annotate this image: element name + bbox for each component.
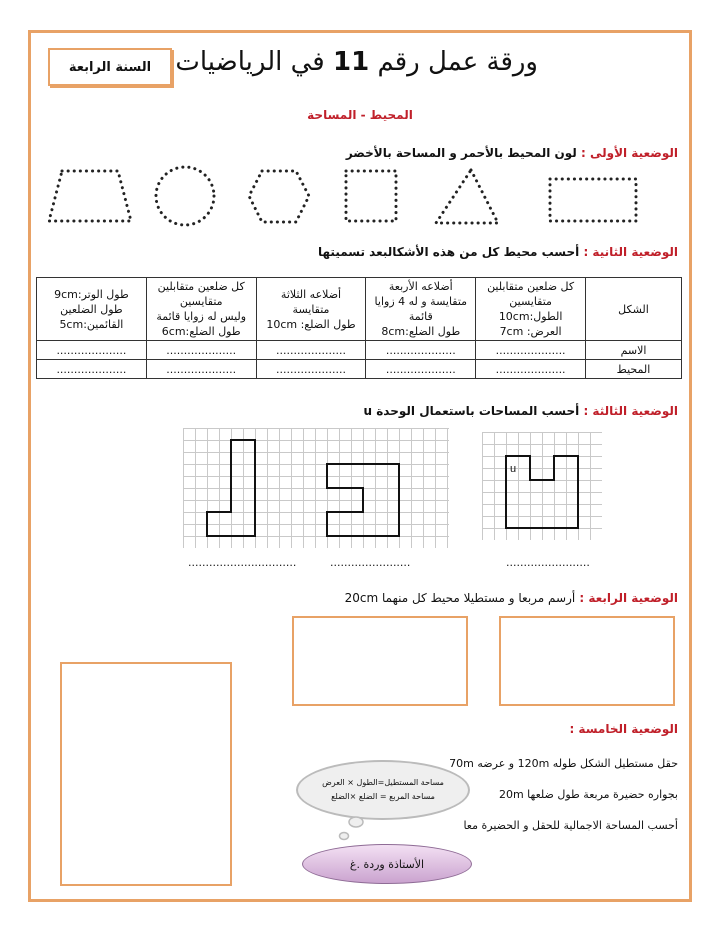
situation1-heading bbox=[346, 146, 678, 160]
figure-c-shape bbox=[327, 464, 399, 536]
situation5-line2: بجواره حضيرة مربعة طول ضلعها 20m bbox=[498, 788, 678, 801]
situation5-line1: حقل مستطيل الشكل طوله 120m و عرضه 70m bbox=[449, 757, 678, 770]
triangle-shape bbox=[436, 170, 498, 223]
perimeter-table bbox=[36, 277, 682, 379]
situation3-text: أحسب المساحات باستعمال الوحدة u bbox=[363, 404, 580, 418]
trapezoid-shape bbox=[49, 171, 131, 221]
worksheet-subtitle: المحيط - المساحة bbox=[307, 108, 413, 122]
situation4-label: الوضعية الرابعة : bbox=[579, 591, 678, 605]
blank-cell[interactable]: .................... bbox=[146, 360, 256, 379]
square-shape bbox=[346, 171, 396, 221]
table-row bbox=[37, 341, 682, 360]
situation4-text: أرسم مربعا و مستطيلا محيط كل منهما 20cm bbox=[344, 591, 576, 605]
blank-cell[interactable]: .................... bbox=[256, 341, 366, 360]
situation4-heading bbox=[345, 591, 678, 605]
cloud-tail bbox=[330, 812, 370, 848]
hexagon-shape bbox=[249, 171, 309, 222]
situation1-text: لون المحيط بالأحمر و المساحة بالأخضر bbox=[345, 146, 577, 160]
blank-cell[interactable]: .................... bbox=[256, 360, 366, 379]
unit-label: u bbox=[510, 463, 517, 475]
formula-rectangle: مساحة المستطيل=الطول × العرض bbox=[322, 778, 444, 787]
blank-cell[interactable]: .................... bbox=[366, 360, 476, 379]
area-answer-blank[interactable]: ........................ bbox=[506, 556, 590, 569]
situation3-label: الوضعية الثالثة : bbox=[583, 404, 678, 418]
situation5-heading bbox=[569, 722, 678, 736]
blank-cell[interactable]: .................... bbox=[476, 341, 586, 360]
drawing-box-field[interactable] bbox=[60, 662, 232, 886]
area-figures-1 bbox=[183, 428, 449, 548]
area-figures-2 bbox=[482, 432, 602, 540]
figure-l-shape bbox=[207, 440, 255, 536]
formula-square: مساحة المربع = الضلع ×الضلع bbox=[331, 792, 435, 801]
situation2-label: الوضعية الثانية : bbox=[583, 245, 678, 259]
area-answer-blank[interactable]: ............................... bbox=[188, 556, 297, 569]
blank-cell[interactable]: .................... bbox=[37, 360, 147, 379]
blank-cell[interactable]: .................... bbox=[366, 341, 476, 360]
title-number: 11 bbox=[333, 47, 370, 77]
blank-cell[interactable]: .................... bbox=[146, 341, 256, 360]
row-header-shape: الشكل bbox=[586, 278, 682, 341]
table-row bbox=[37, 360, 682, 379]
table-cell: كل ضلعين متقابلين متقايسين وليس له زوايا قائمة طول الضلع:6cm bbox=[146, 278, 256, 341]
table-cell: طول الوتر:9cm طول الضلعين القائمين:5cm bbox=[37, 278, 147, 341]
row-header-perimeter: المحيط bbox=[586, 360, 682, 379]
row-header-name: الاسم bbox=[586, 341, 682, 360]
drawing-box-square[interactable] bbox=[292, 616, 468, 706]
formula-cloud bbox=[298, 762, 468, 818]
worksheet-title bbox=[175, 42, 538, 82]
situation2-text: أحسب محيط كل من هذه الأشكالبعد تسميتها bbox=[318, 245, 580, 259]
shapes-row bbox=[45, 165, 655, 230]
blank-cell[interactable]: .................... bbox=[476, 360, 586, 379]
situation2-heading bbox=[318, 245, 678, 259]
circle-shape bbox=[156, 167, 214, 225]
table-cell: أضلاعه الثلاثة متقايسة طول الضلع: 10cm bbox=[256, 278, 366, 341]
drawing-box-rectangle[interactable] bbox=[499, 616, 675, 706]
situation5-line3: أحسب المساحة الاجمالية للحقل و الحضيرة معا bbox=[463, 819, 678, 832]
table-cell: أضلاعه الأربعة متقايسة و له 4 زوايا قائمة طول الضلع:8cm bbox=[366, 278, 476, 341]
table-row bbox=[37, 278, 682, 341]
teacher-signature: الأستاذة وردة .غ bbox=[302, 844, 472, 884]
situation1-label: الوضعية الأولى : bbox=[581, 146, 678, 160]
blank-cell[interactable]: .................... bbox=[37, 341, 147, 360]
situation3-heading bbox=[363, 404, 678, 418]
rectangle-shape bbox=[550, 179, 636, 221]
level-label: السنة الرابعة bbox=[48, 48, 172, 86]
figure-u-shape bbox=[506, 456, 578, 528]
area-answer-blank[interactable]: ....................... bbox=[330, 556, 411, 569]
table-cell: كل ضلعين متقابلين متقايسين الطول:10cm العرض: 7cm bbox=[476, 278, 586, 341]
title-suffix: في الرياضيات bbox=[175, 47, 325, 77]
title-prefix: ورقة عمل رقم bbox=[377, 47, 538, 77]
situation5-label: الوضعية الخامسة : bbox=[569, 722, 678, 736]
